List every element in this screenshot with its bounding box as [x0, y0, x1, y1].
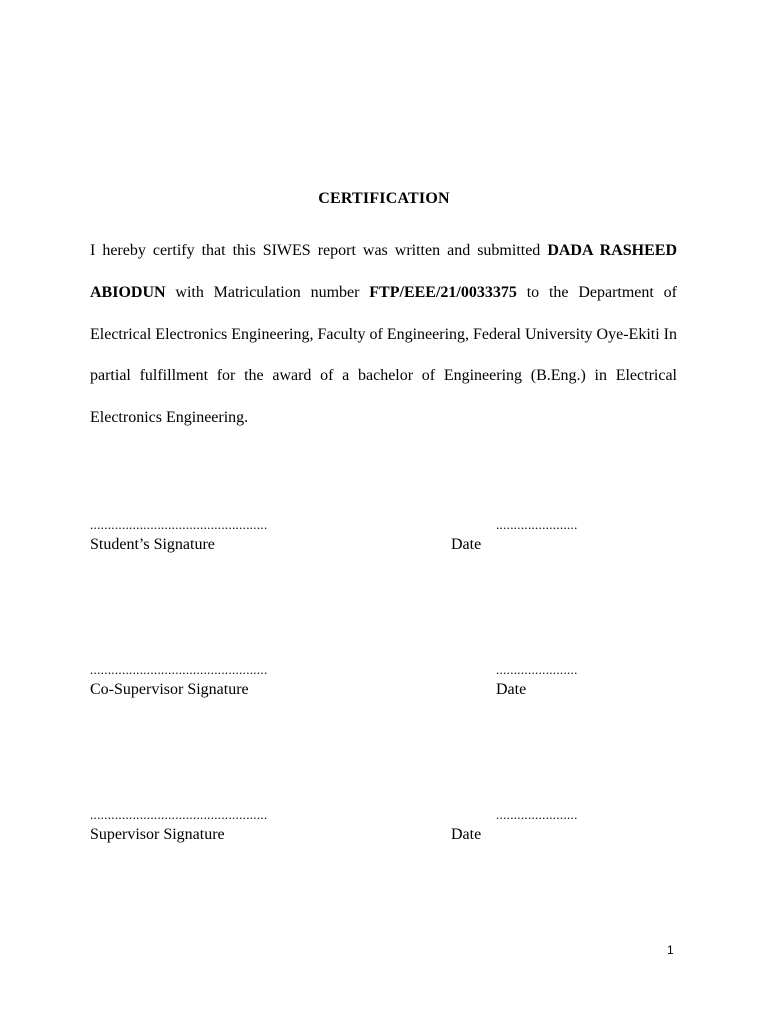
supervisor-date-label: Date: [451, 826, 482, 843]
certification-rest: to the Department of Electrical Electronics Engineering, Faculty of Engineering, Federal University Oye-Ekiti In partial fulfillment for the award of a bachelor of Engineering (B.Eng.) in Electrical Electronics Engineering.: [90, 283, 678, 427]
supervisor-date-line: .......................: [496, 807, 578, 822]
student-date-label: Date: [451, 536, 482, 553]
page-title: CERTIFICATION: [318, 190, 450, 207]
matric-text: with Matriculation number: [175, 283, 360, 301]
matric-number: FTP/EEE/21/0033375: [369, 283, 517, 301]
page-number: 1: [667, 943, 674, 957]
supervisor-signature-line: ..................................................: [90, 807, 268, 822]
co-supervisor-date-label: Date: [496, 681, 527, 698]
student-signature-line: ..................................................: [90, 517, 268, 532]
student-name: DADA RASHEED ABIODUN: [90, 242, 677, 301]
student-signature-label: Student’s Signature: [90, 536, 215, 553]
co-supervisor-signature-label: Co-Supervisor Signature: [90, 681, 249, 698]
certification-intro: I hereby certify that this SIWES report was written and submitted: [90, 242, 541, 259]
co-supervisor-signature-line: ..................................................: [90, 662, 268, 677]
supervisor-signature-label: Supervisor Signature: [90, 826, 225, 843]
student-date-line: .......................: [496, 517, 578, 532]
co-supervisor-date-line: .......................: [496, 662, 578, 677]
certification-paragraph: [90, 230, 677, 439]
